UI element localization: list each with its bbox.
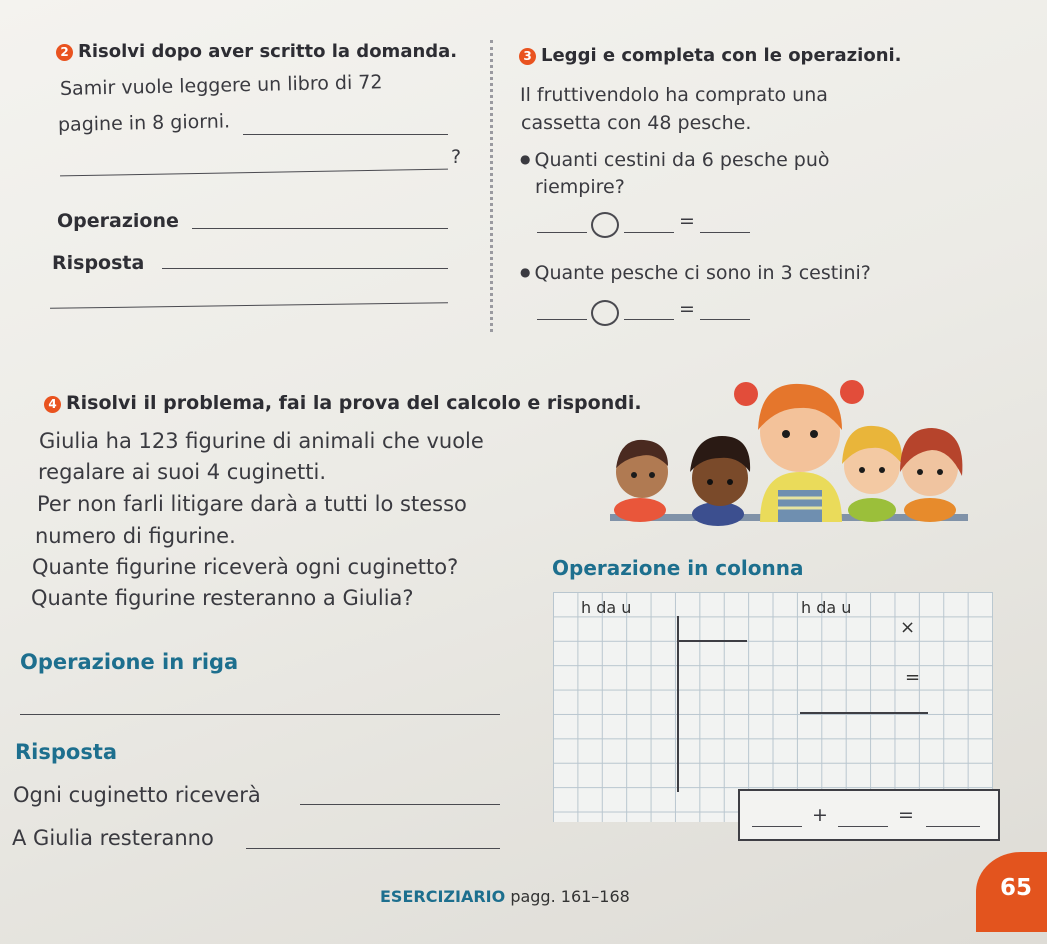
multiplication-result-line <box>800 712 928 714</box>
ex2-blank-1[interactable] <box>243 134 448 135</box>
ex3-title <box>519 45 902 66</box>
ex2-answer-line-2[interactable] <box>50 302 448 309</box>
child-4 <box>842 426 902 522</box>
ex4-text-4: numero di figurine. <box>35 524 236 548</box>
ex2-text-line1: Samir vuole leggere un libro di 72 <box>59 71 383 100</box>
ex3-q1-result[interactable] <box>700 232 750 233</box>
ex4-text-1: Giulia ha 123 figurine di animali che vuole <box>39 429 484 453</box>
ex2-operation-line[interactable] <box>192 228 448 229</box>
ex4-text-2: regalare ai suoi 4 cuginetti. <box>38 460 327 484</box>
ex3-q1-operator-circle[interactable] <box>591 212 619 238</box>
ex2-question-mark: ? <box>451 146 462 168</box>
check-equals: = <box>898 804 914 826</box>
ex3-q2-operator-circle[interactable] <box>591 300 619 326</box>
check-blank-b[interactable] <box>838 826 888 827</box>
check-plus: + <box>812 804 828 826</box>
child-1 <box>614 440 668 522</box>
ex3-q1-bullet: ● <box>520 152 531 166</box>
calculation-grid[interactable] <box>553 592 993 822</box>
check-sum-box <box>738 789 1000 841</box>
division-horizontal-line <box>677 640 747 642</box>
ex4-question-2: Quante figurine resteranno a Giulia? <box>31 586 414 610</box>
ex3-q1-blank-b[interactable] <box>624 232 674 233</box>
ex3-q1-text: Quanti cestini da 6 pesche può <box>534 149 830 171</box>
ex2-answer-line[interactable] <box>162 268 448 269</box>
division-vertical-line <box>677 616 679 792</box>
column-divider <box>490 40 493 332</box>
children-illustration <box>610 372 970 528</box>
ex4-resta-line[interactable] <box>246 848 500 849</box>
ex4-risposta-label: Risposta <box>15 740 118 764</box>
ex3-q1-line2: riempire? <box>535 176 625 198</box>
ex2-text-line2: pagine in 8 giorni. <box>57 110 231 136</box>
ex4-question-1: Quante figurine riceverà ogni cuginetto? <box>32 555 459 579</box>
ex3-q2-text: Quante pesche ci sono in 3 cestini? <box>534 262 871 284</box>
ex3-q1-line1 <box>520 149 830 171</box>
ex4-operazione-riga-label: Operazione in riga <box>20 650 239 674</box>
ex3-q2-blank-b[interactable] <box>624 319 674 320</box>
ex2-answer-label: Risposta <box>52 252 145 274</box>
ex3-q2-blank-a[interactable] <box>537 319 587 320</box>
eserciziario-label: ESERCIZIARIO <box>380 887 506 906</box>
check-blank-a[interactable] <box>752 826 802 827</box>
ex3-title-text: Leggi e completa con le operazioni. <box>541 45 902 66</box>
ex2-title <box>56 41 457 62</box>
ex4-resta-label: A Giulia resteranno <box>12 826 214 850</box>
ex2-operation-label: Operazione <box>57 210 179 232</box>
child-5 <box>900 428 962 522</box>
ex3-badge: 3 <box>519 48 536 65</box>
ex3-q2-result[interactable] <box>700 319 750 320</box>
grid-header-left: h da u <box>581 598 632 617</box>
grid-header-right: h da u <box>801 598 852 617</box>
ex4-title-text: Risolvi il problema, fai la prova del calcolo e rispondi. <box>66 392 642 414</box>
check-result[interactable] <box>926 826 980 827</box>
ex2-question-line[interactable] <box>60 169 448 177</box>
ex3-q1-equals: = <box>679 210 695 232</box>
grid-equals-sign: = <box>905 667 921 688</box>
ex3-text-line1: Il fruttivendolo ha comprato una <box>520 84 828 106</box>
multiply-sign: × <box>900 617 916 638</box>
exercise-book-reference <box>380 887 630 906</box>
child-2 <box>690 436 750 526</box>
ex3-text-line2: cassetta con 48 pesche. <box>521 112 752 134</box>
page-number: 65 <box>1000 875 1033 901</box>
ex4-riceve-label: Ogni cuginetto riceverà <box>13 783 261 807</box>
eserciziario-pages: pagg. 161–168 <box>510 887 630 906</box>
ex4-operazione-colonna-label: Operazione in colonna <box>552 556 804 580</box>
ex3-q2-line <box>520 262 871 284</box>
ex3-q2-bullet: ● <box>520 265 531 279</box>
ex3-q2-equals: = <box>679 298 695 320</box>
ex3-q1-blank-a[interactable] <box>537 232 587 233</box>
ex4-text-3: Per non farli litigare darà a tutti lo stesso <box>37 492 467 516</box>
ex2-title-text: Risolvi dopo aver scritto la domanda. <box>78 41 458 62</box>
ex4-riceve-line[interactable] <box>300 804 500 805</box>
ex4-title <box>44 392 642 414</box>
ex2-badge: 2 <box>56 44 73 61</box>
ex4-operazione-riga-line[interactable] <box>20 714 500 715</box>
ex4-badge: 4 <box>44 396 61 413</box>
